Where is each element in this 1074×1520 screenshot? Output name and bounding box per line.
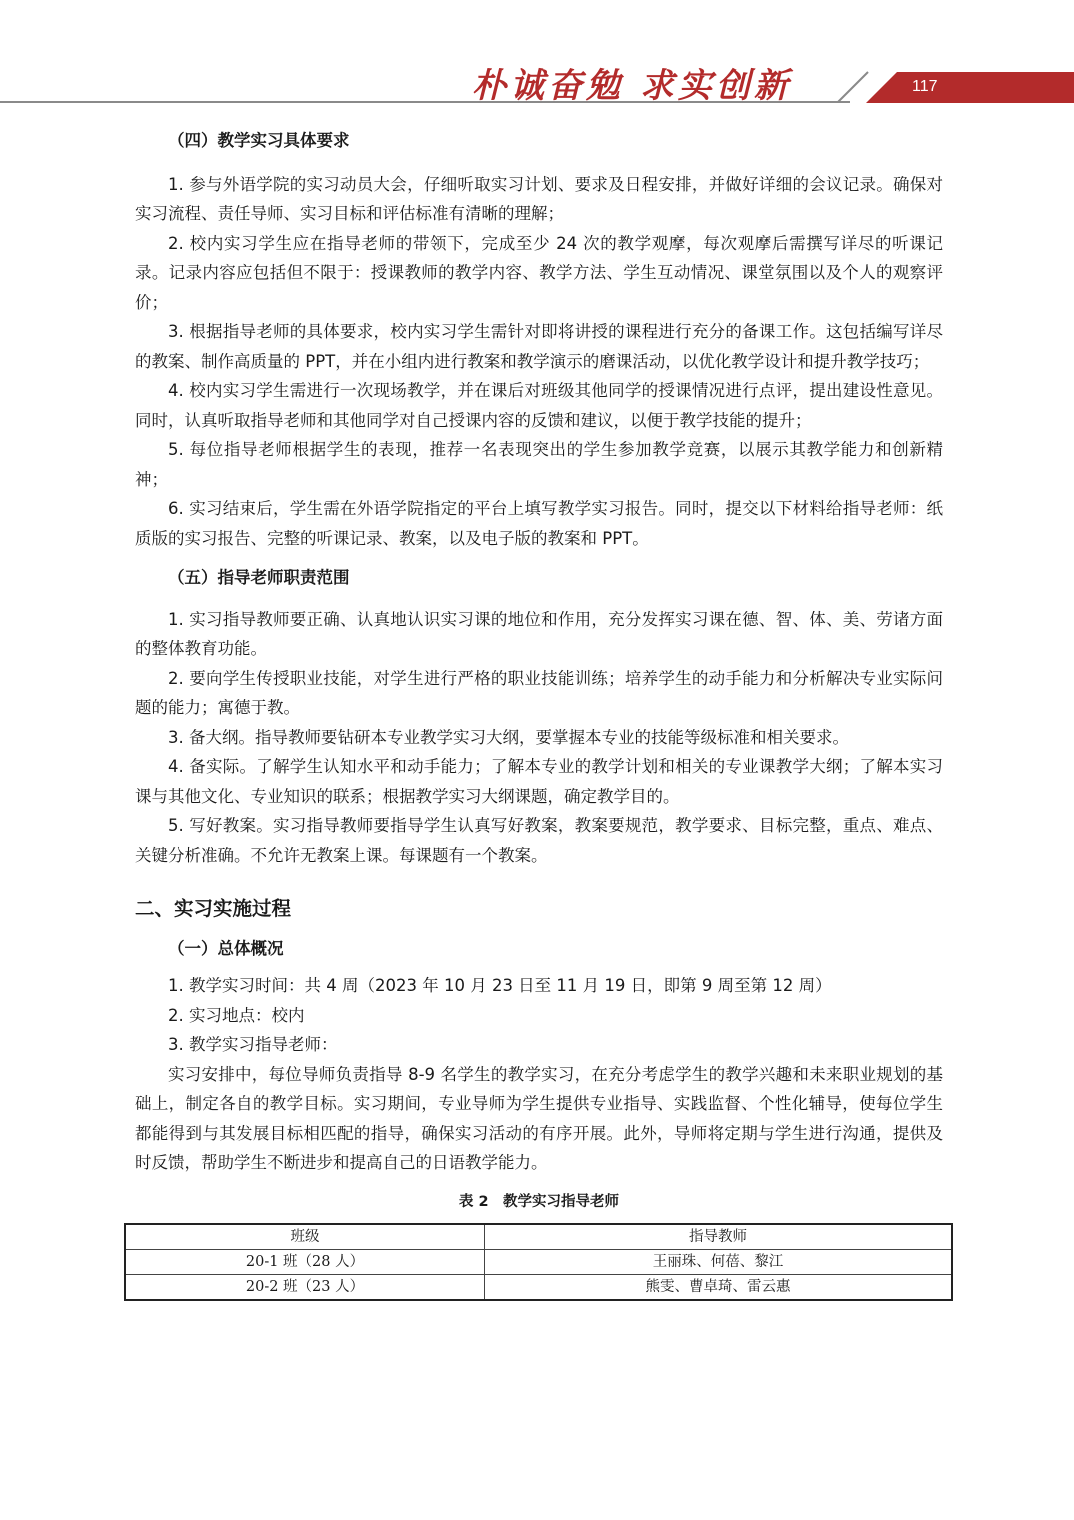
section-4-item-2: 2. 校内实习学生应在指导老师的带领下，完成至少 24 次的教学观摩，每次观摩后需撰写详尽的听课记录。记录内容应包括但不限于：授课教师的教学内容、教学方法、学生互动情况、课堂氛围以及个人的观察评价； [135, 233, 943, 312]
table-cell-advisors: 王丽珠、何蓓、黎江 [485, 1250, 953, 1275]
header-rule-diagonal [838, 72, 868, 102]
part-2-subheading: （一）总体概况 [168, 938, 284, 958]
table-header-advisors: 指导教师 [485, 1224, 953, 1250]
page-number: 117 [912, 78, 938, 95]
section-5-item-1: 1. 实习指导教师要正确、认真地认识实习课的地位和作用，充分发挥实习课在德、智、体、美、劳诸方面的整体教育功能。 [135, 609, 943, 658]
part-2-item-2: 2. 实习地点：校内 [168, 1005, 305, 1025]
page-header [0, 0, 1074, 110]
table-cell-class: 20-2 班（23 人） [125, 1275, 485, 1301]
part-2-paragraph: 实习安排中，每位导师负责指导 8-9 名学生的教学实习，在充分考虑学生的教学兴趣和未来职业规划的基础上，制定各自的教学目标。实习期间，专业导师为学生提供专业指导、实践监督、个性化辅导，使每位学生都能得到与其发展目标相匹配的指导，确保实习活动的有序开展。此外，导师将定期与学生进行沟通，提供及时反馈，帮助学生不断进步和提高自己的日语教学能力。 [135, 1064, 943, 1172]
school-motto: 朴诚奋勉 求实创新 [472, 66, 792, 106]
section-5-item-3: 3. 备大纲。指导教师要钻研本专业教学实习大纲，要掌握本专业的技能等级标准和相关要求。 [168, 727, 849, 747]
section-4-item-6: 6. 实习结束后，学生需在外语学院指定的平台上填写教学实习报告。同时，提交以下材料给指导老师：纸质版的实习报告、完整的听课记录、教案，以及电子版的教案和 PPT。 [135, 499, 943, 548]
table-cell-class: 20-1 班（28 人） [125, 1250, 485, 1275]
section-4-heading: （四）教学实习具体要求 [168, 131, 350, 150]
part-2-item-3: 3. 教学实习指导老师： [168, 1035, 338, 1054]
section-5-heading: （五）指导老师职责范围 [168, 568, 350, 587]
section-4-item-5: 5. 每位指导老师根据学生的表现，推荐一名表现突出的学生参加教学竞赛，以展示其教学能力和创新精神； [135, 440, 943, 489]
part-2-heading: 二、实习实施过程 [135, 897, 292, 920]
section-5-item-5: 5. 写好教案。实习指导教师要指导学生认真写好教案，教案要规范，教学要求、目标完整，重点、难点、关键分析准确。不允许无教案上课。每课题有一个教案。 [135, 816, 943, 865]
section-5-item-2: 2. 要向学生传授职业技能，对学生进行严格的职业技能训练；培养学生的动手能力和分析解决专业实际问题的能力；寓德于教。 [135, 668, 943, 717]
table-header-row [125, 1224, 952, 1250]
advisor-table [124, 1223, 953, 1301]
table-row [125, 1275, 952, 1301]
section-4-item-4: 4. 校内实习学生需进行一次现场教学，并在课后对班级其他同学的授课情况进行点评，提出建设性意见。同时，认真听取指导老师和其他同学对自己授课内容的反馈和建议，以便于教学技能的提升； [135, 381, 943, 430]
page-body [135, 126, 943, 1301]
section-4-item-1: 1. 参与外语学院的实习动员大会，仔细听取实习计划、要求及日程安排，并做好详细的会议记录。确保对实习流程、责任导师、实习目标和评估标准有清晰的理解； [135, 174, 943, 223]
page-number-banner [866, 72, 1074, 103]
table-caption: 表 2 教学实习指导老师 [458, 1193, 620, 1210]
table-cell-advisors: 熊雯、曹卓琦、雷云惠 [485, 1275, 953, 1301]
section-5-item-4: 4. 备实际。了解学生认知水平和动手能力；了解本专业的教学计划和相关的专业课教学大纲；了解本实习课与其他文化、专业知识的联系；根据教学实习大纲课题，确定教学目的。 [135, 757, 943, 806]
table-header-class: 班级 [125, 1224, 485, 1250]
table-row [125, 1250, 952, 1275]
section-4-item-3: 3. 根据指导老师的具体要求，校内实习学生需针对即将讲授的课程进行充分的备课工作。这包括编写详尽的教案、制作高质量的 PPT，并在小组内进行教案和教学演示的磨课活动，以优化教学设计和提升教学技巧； [135, 322, 943, 371]
part-2-item-1: 1. 教学实习时间：共 4 周（2023 年 10 月 23 日至 11 月 19 日，即第 9 周至第 12 周） [168, 976, 832, 995]
